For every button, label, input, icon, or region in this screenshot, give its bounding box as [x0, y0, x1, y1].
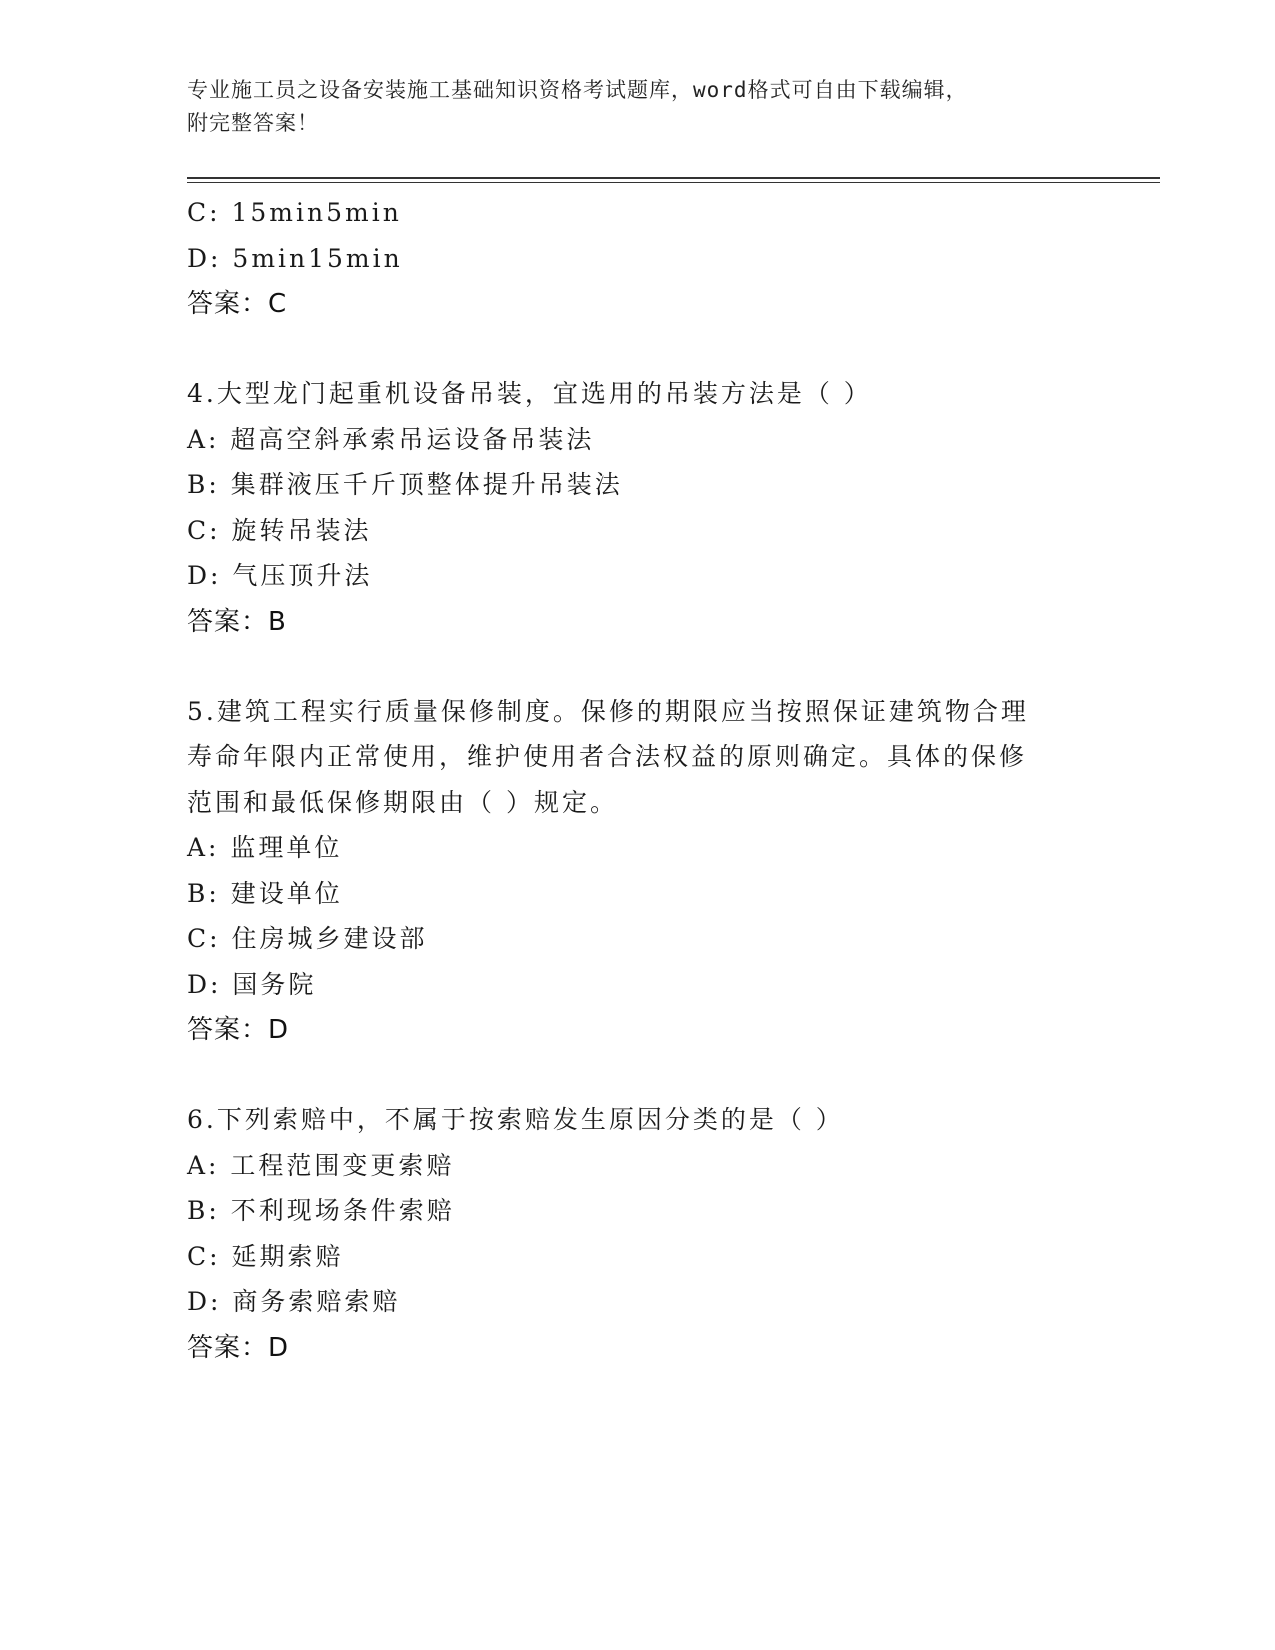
header-line-1: 专业施工员之设备安装施工基础知识资格考试题库，word格式可自由下载编辑，: [187, 78, 968, 102]
option-b: B: 建设单位: [187, 878, 343, 908]
answer-line: 答案：D: [187, 1015, 290, 1045]
header-rule-thick: [187, 177, 1160, 179]
question-content: [187, 190, 1087, 1371]
header-rule-thin: [187, 182, 1160, 183]
option-b: B: 集群液压千斤顶整体提升吊装法: [187, 470, 623, 499]
option-c: C: 15min5min: [187, 198, 402, 227]
question-4: [187, 371, 1087, 645]
question-stem: 5.建筑工程实行质量保修制度。保修的期限应当按照保证建筑物合理: [187, 696, 1029, 726]
option-a: A: 工程范围变更索赔: [187, 1150, 455, 1180]
option-c: C: 延期索赔: [187, 1241, 344, 1271]
spacer: [187, 327, 1087, 371]
question-stem: 4.大型龙门起重机设备吊装，宜选用的吊装方法是（ ）: [187, 379, 872, 408]
option-a: A: 超高空斜承索吊运设备吊装法: [187, 424, 595, 454]
header-line-2: 附完整答案！: [187, 111, 319, 135]
option-d: D: 气压顶升法: [187, 561, 373, 590]
partial-question: [187, 190, 1087, 327]
option-a: A: 监理单位: [187, 833, 343, 862]
question-5: [187, 689, 1087, 1054]
question-stem: 6.下列索赔中，不属于按索赔发生原因分类的是（ ）: [187, 1105, 844, 1134]
question-6: [187, 1097, 1087, 1371]
spacer: [187, 645, 1087, 689]
option-d: D: 国务院: [187, 969, 317, 999]
option-b: B: 不利现场条件索赔: [187, 1196, 455, 1225]
option-c: C: 住房城乡建设部: [187, 924, 428, 953]
answer-line: 答案：D: [187, 1332, 290, 1363]
spacer: [187, 1053, 1087, 1097]
question-stem: 寿命年限内正常使用，维护使用者合法权益的原则确定。具体的保修: [187, 742, 1028, 771]
question-stem: 范围和最低保修期限由（ ）规定。: [187, 787, 618, 817]
answer-line: 答案：C: [187, 289, 288, 319]
answer-line: 答案：B: [187, 606, 287, 637]
option-d: D: 商务索赔索赔: [187, 1287, 401, 1316]
option-d: D: 5min15min: [187, 243, 403, 273]
option-c: C: 旋转吊装法: [187, 515, 372, 545]
document-header: [187, 74, 1087, 140]
